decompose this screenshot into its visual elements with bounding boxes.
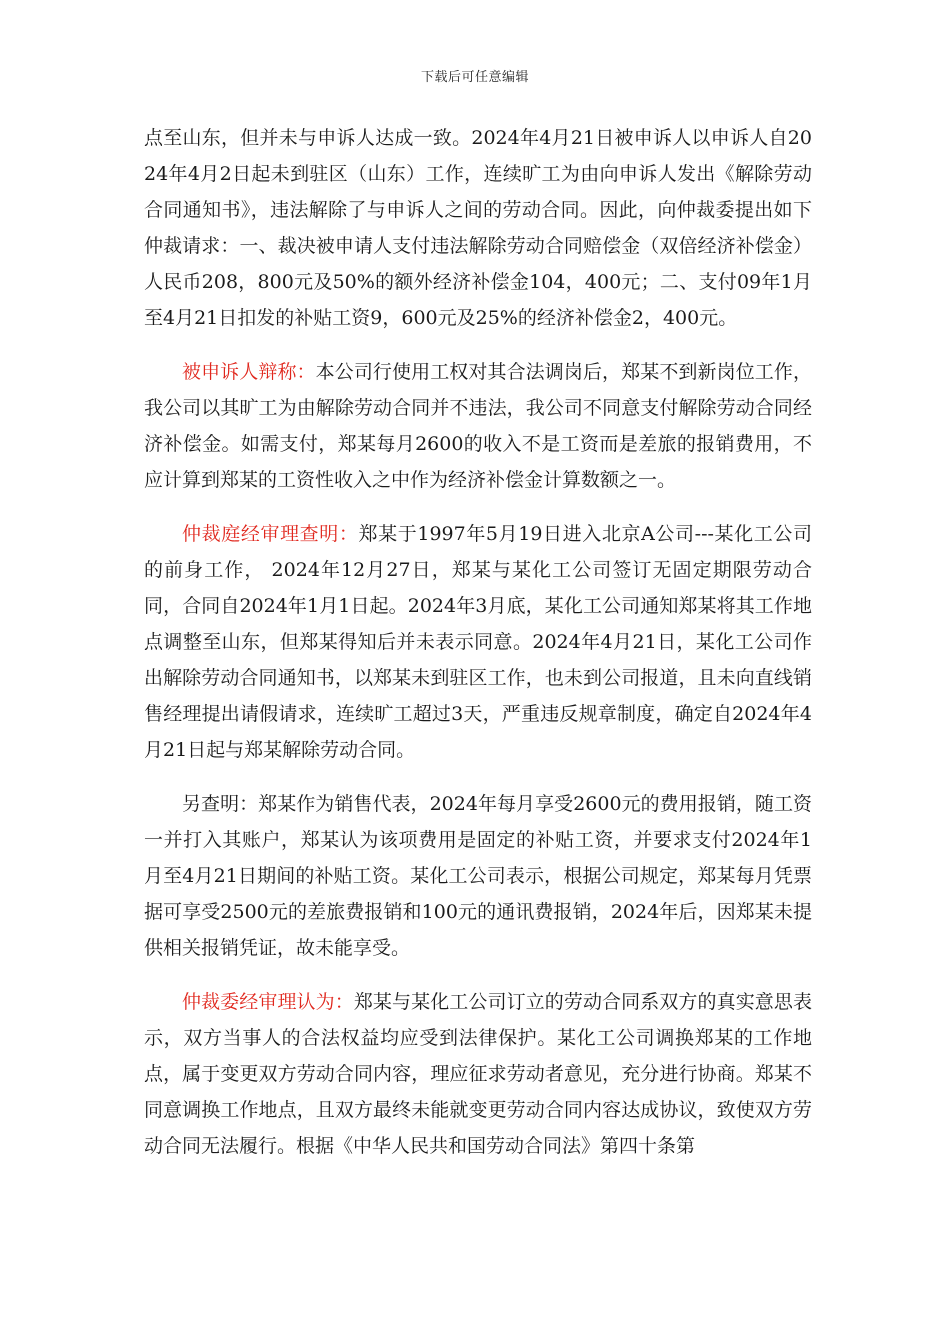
section-label-findings: 仲裁庭经审理查明： [182,523,359,545]
paragraph-additional-findings [144,786,812,966]
paragraph-claims [144,120,812,336]
paragraph-committee-opinion [144,984,812,1164]
header-note: 下载后可任意编辑 [420,70,529,85]
paragraph-text: 郑某与某化工公司订立的劳动合同系双方的真实意思表示，双方当事人的合法权益均应受到法律保护。某化工公司调换郑某的工作地点，属于变更双方劳动合同内容，理应征求劳动者意见，充分进行协商。郑某不同意调换工作地点，且双方最终未能就变更劳动合同内容达成协议，致使双方劳动合同无法履行。根据《中华人民共和国劳动合同法》第四十条第 [144,991,812,1157]
paragraph-text: 郑某于1997年5月19日进入北京A公司---某化工公司的前身工作， 2024年12月27日，郑某与某化工公司签订无固定期限劳动合同，合同自2024年1月1日起。2024年3月底，某化工公司通知郑某将其工作地点调整至山东，但郑某得知后并未表示同意。2024年4月21日，某化工公司作出解除劳动合同通知书，以郑某未到驻区工作，也未到公司报道，且未向直线销售经理提出请假请求，连续旷工超过3天，严重违反规章制度，确定自2024年4月21日起与郑某解除劳动合同。 [144,523,812,761]
section-label-opinion: 仲裁委经审理认为： [182,991,354,1013]
paragraph-text: 本公司行使用工权对其合法调岗后，郑某不到新岗位工作，我公司以其旷工为由解除劳动合同并不违法，我公司不同意支付解除劳动合同经济补偿金。如需支付，郑某每月2600的收入不是工资而是差旅的报销费用，不应计算到郑某的工资性收入之中作为经济补偿金计算数额之一。 [144,361,812,491]
paragraph-tribunal-findings [144,516,812,768]
section-label-respondent: 被申诉人辩称： [182,361,316,383]
paragraph-text: 点至山东，但并未与申诉人达成一致。2024年4月21日被申诉人以申诉人自2024年4月2日起未到驻区（山东）工作，连续旷工为由向申诉人发出《解除劳动合同通知书》，违法解除了与申诉人之间的劳动合同。因此，向仲裁委提出如下仲裁请求：一、裁决被申请人支付违法解除劳动合同赔偿金（双倍经济补偿金）人民币208，800元及50%的额外经济补偿金104，400元；二、支付09年1月至4月21日扣发的补贴工资9，600元及25%的经济补偿金2，400元。 [144,127,812,329]
paragraph-text: 另查明：郑某作为销售代表，2024年每月享受2600元的费用报销，随工资一并打入其账户，郑某认为该项费用是固定的补贴工资，并要求支付2024年1月至4月21日期间的补贴工资。某化工公司表示，根据公司规定，郑某每月凭票据可享受2500元的差旅费报销和100元的通讯费报销，2024年后，因郑某未提供相关报销凭证，故未能享受。 [144,793,812,959]
document-body [144,120,812,1164]
paragraph-respondent-defense [144,354,812,498]
